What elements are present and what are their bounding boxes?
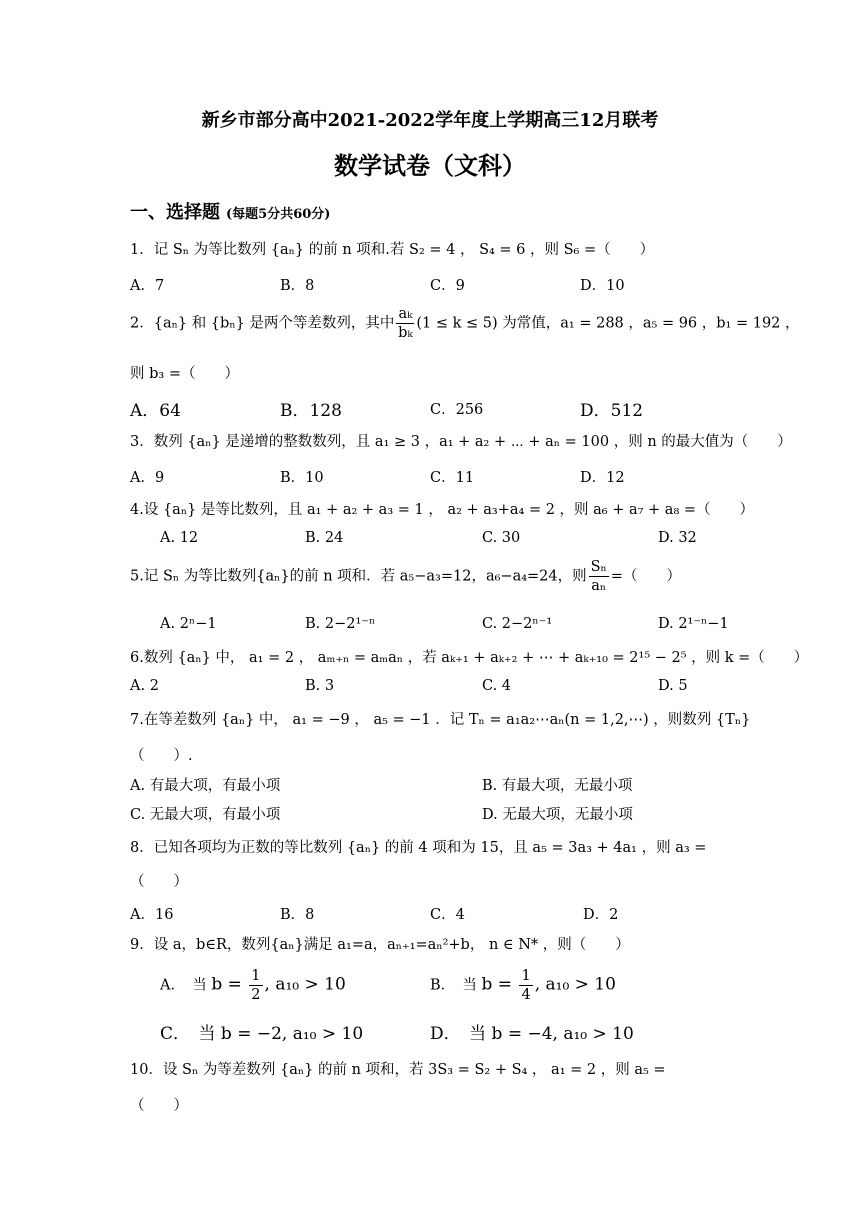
q5-frac-den: aₙ bbox=[591, 578, 607, 594]
q5-option-d: D. 2¹⁻ⁿ−1 bbox=[658, 616, 729, 632]
q5-option-c: C. 2−2ⁿ⁻¹ bbox=[482, 616, 553, 632]
q4-option-a: A. 12 bbox=[160, 530, 199, 546]
question-3: 3．数列 {aₙ} 是递增的整数数列，且 a₁ ≥ 3 ，a₁ + a₂ + ⋯ + aₙ = 100 ，则 n 的最大值为（ ） bbox=[130, 434, 792, 450]
q9-a-den: 2 bbox=[251, 987, 261, 1003]
q6-option-d: D. 5 bbox=[658, 678, 688, 694]
q9-b-num: 1 bbox=[521, 968, 531, 984]
q3-option-c: C．11 bbox=[430, 470, 475, 486]
q3-option-a: A．9 bbox=[130, 470, 165, 486]
q2-option-b: B．128 bbox=[280, 401, 342, 421]
question-8: 8．已知各项均为正数的等比数列 {aₙ} 的前 4 项和为 15，且 a₅ = 3a₃ + 4a₁ ，则 a₃ = bbox=[130, 840, 707, 856]
q9-b-tail: , a₁₀ > 10 bbox=[534, 974, 616, 995]
q2-frac-den: bₖ bbox=[398, 325, 413, 341]
q2-option-a: A．64 bbox=[130, 401, 181, 421]
question-4: 4.设 {aₙ} 是等比数列，且 a₁ + a₂ + a₃ = 1 ， a₂ + a₃+a₄ = 2 ，则 a₆ + a₇ + a₈ =（ ） bbox=[130, 502, 755, 518]
q9-a-label: A． 当 bbox=[160, 977, 207, 994]
q9-a-num: 1 bbox=[251, 968, 261, 984]
q9-option-d: D． 当 b = −4, a₁₀ > 10 bbox=[430, 1024, 634, 1044]
q7-option-d: D. 无最大项，无最小项 bbox=[482, 807, 633, 823]
q9-b-expr: b = bbox=[481, 974, 518, 995]
question-9: 9．设 a，b∈R，数列{aₙ}满足 a₁=a，aₙ₊₁=aₙ²+b， n ∈ N* ，则（ ） bbox=[130, 937, 630, 953]
q1-option-c: C．9 bbox=[430, 278, 465, 294]
question-8-line2: （ ） bbox=[130, 874, 188, 890]
q2-fraction bbox=[396, 305, 414, 342]
q5-fraction bbox=[589, 558, 609, 595]
question-1: 1．记 Sₙ 为等比数列 {aₙ} 的前 n 项和.若 S₂ = 4 ， S₄ = 6 ，则 S₆ =（ ） bbox=[130, 242, 655, 258]
q9-b-den: 4 bbox=[521, 987, 531, 1003]
q6-option-a: A. 2 bbox=[130, 678, 159, 694]
q7-option-c: C. 无最大项，有最小项 bbox=[130, 807, 281, 823]
q9-option-c: C． 当 b = −2, a₁₀ > 10 bbox=[160, 1024, 364, 1044]
question-2-line2: 则 b₃ =（ ） bbox=[130, 366, 239, 382]
section-title: 一、选择题 bbox=[130, 202, 220, 223]
q3-option-d: D．12 bbox=[580, 470, 625, 486]
q9-a-tail: , a₁₀ > 10 bbox=[264, 974, 346, 995]
q2-text-rest: (1 ≤ k ≤ 5) 为常值，a₁ = 288 ，a₅ = 96 ，b₁ = 192 ， bbox=[416, 315, 800, 332]
exam-title: 新乡市部分高中2021-2022学年度上学期高三12月联考 bbox=[201, 110, 659, 131]
q5-option-a: A. 2ⁿ−1 bbox=[160, 616, 217, 632]
q6-option-c: C. 4 bbox=[482, 678, 512, 694]
q8-option-b: B．8 bbox=[280, 907, 315, 923]
q3-option-b: B．10 bbox=[280, 470, 324, 486]
q7-option-a: A. 有最大项，有最小项 bbox=[130, 778, 281, 794]
q8-option-a: A．16 bbox=[130, 907, 174, 923]
q2-frac-num: aₖ bbox=[398, 306, 413, 322]
q5-text-post: =（ ） bbox=[610, 568, 681, 585]
q8-option-d: D．2 bbox=[583, 907, 619, 923]
q4-option-b: B. 24 bbox=[305, 530, 344, 546]
q5-frac-num: Sₙ bbox=[590, 559, 607, 575]
q6-option-b: B. 3 bbox=[305, 678, 335, 694]
q9-b-fraction bbox=[519, 967, 532, 1004]
q2-text: 2．{aₙ} 和 {bₙ} 是两个等差数列，其中 bbox=[130, 315, 395, 332]
q9-a-fraction bbox=[249, 967, 262, 1004]
q2-option-d: D．512 bbox=[580, 401, 644, 421]
q4-option-c: C. 30 bbox=[482, 530, 521, 546]
question-5 bbox=[130, 558, 681, 595]
q1-option-b: B．8 bbox=[280, 278, 315, 294]
q7-option-b: B. 有最大项，无最小项 bbox=[482, 778, 633, 794]
q9-b-label: B． 当 bbox=[430, 977, 477, 994]
q9-option-b bbox=[430, 967, 616, 1004]
section-note: (每题5分共60分) bbox=[226, 207, 331, 222]
q8-option-c: C．4 bbox=[430, 907, 465, 923]
q9-a-expr: b = bbox=[211, 974, 248, 995]
question-10-line2: （ ） bbox=[130, 1098, 188, 1114]
section-heading bbox=[130, 198, 330, 224]
question-7: 7.在等差数列 {aₙ} 中， a₁ = −9 ， a₅ = −1 ．记 Tₙ = a₁a₂⋯aₙ(n = 1,2,⋯) ，则数列 {Tₙ} bbox=[130, 712, 751, 728]
q9-option-a bbox=[160, 967, 346, 1004]
q2-option-c: C．256 bbox=[430, 402, 484, 418]
q4-option-d: D. 32 bbox=[658, 530, 697, 546]
q1-option-d: D．10 bbox=[580, 278, 625, 294]
exam-subtitle: 数学试卷（文科） bbox=[334, 151, 526, 180]
q1-option-a: A．7 bbox=[130, 278, 165, 294]
q5-option-b: B. 2−2¹⁻ⁿ bbox=[305, 616, 376, 632]
question-2 bbox=[130, 305, 800, 342]
question-10: 10．设 Sₙ 为等差数列 {aₙ} 的前 n 项和，若 3S₃ = S₂ + S₄ ， a₁ = 2 ，则 a₅ = bbox=[130, 1062, 666, 1078]
q5-text: 5.记 Sₙ 为等比数列{aₙ}的前 n 项和．若 a₅−a₃=12，a₆−a₄=24，则 bbox=[130, 568, 587, 585]
question-7-line2: （ ）. bbox=[130, 748, 193, 764]
question-6: 6.数列 {aₙ} 中， a₁ = 2 ， aₘ₊ₙ = aₘaₙ ，若 aₖ₊₁ + aₖ₊₂ + ⋯ + aₖ₊₁₀ = 2¹⁵ − 2⁵ ，则 k =（ ） bbox=[130, 650, 809, 666]
